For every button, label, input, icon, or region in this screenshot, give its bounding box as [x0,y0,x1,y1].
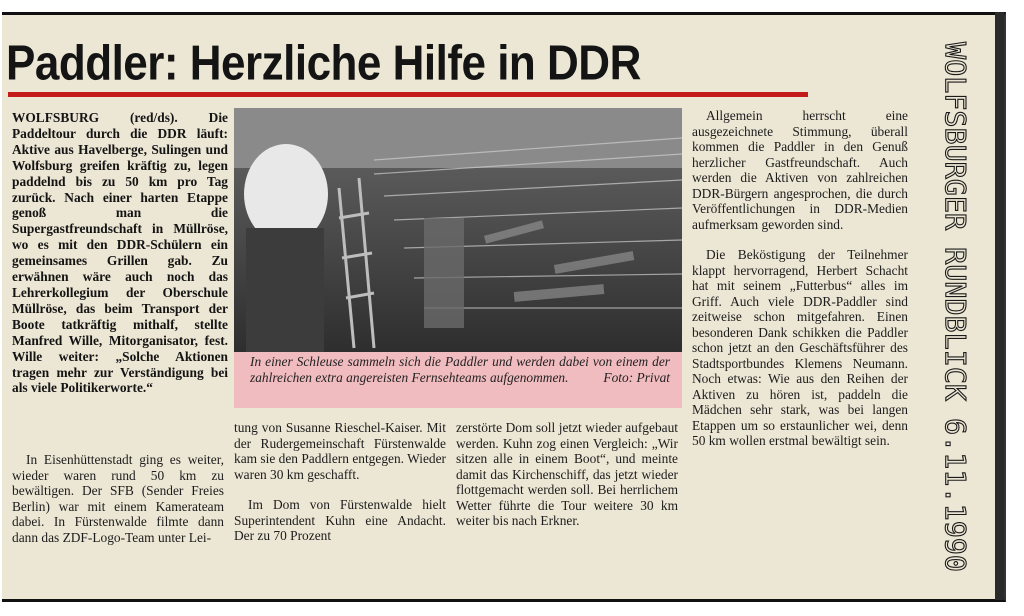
handwritten-note-text: WOLFSBURGER RUNDBLICK 6.11.1990 [939,42,972,565]
photo-caption [250,354,670,385]
column-4 [692,108,908,464]
col1-para-1: In Eisenhüttenstadt ging es weiter, wieder waren rund 50 km zu bewältigen. Der SFB (Sender Freies Berlin) war mit einem Kamerateam dabei. In Fürstenwalde filmte dann dann das ZDF-Logo-Team unter Lei- [12,452,224,545]
lede-text: Die Paddeltour durch die DDR läuft: Aktive aus Havelberge, Sulingen und Wolfsburg greifen kräftig zu, legen paddelnd bis zu 50 km pro Tag zurück. Nach einer harten Etappe genoß man die Supergastfreundschaft in Müllröse, wo es mit den DDR-Schülern ein gemeinsames Grillen gab. Zu erwähnen wäre auch noch das Lehrerkollegium der Oberschule Müllröse, das beim Transport der Boote tatkräftig mithalf, stellte Manfred Wille, Mitorganisator, fest. Wille weiter: „Solche Aktionen tragen mehr zur Verständigung bei als viele Politikerworte.“ [12,110,228,396]
col2-para-2: Im Dom von Fürstenwalde hielt Superintendent Kuhn eine Andacht. Der zu 70 Prozent [234,497,446,543]
headline: Paddler: Herzliche Hilfe in DDR [6,36,641,91]
photo-credit: Foto: Privat [603,369,670,385]
col2-para-1: tung von Susanne Rieschel-Kaiser. Mit der Rudergemeinschaft Fürstenwalde kam sie den Paddlern entgegen. Wieder waren 30 km geschafft. [234,420,446,482]
col4-para-1: Allgemein herrscht eine ausgezeichnete Stimmung, überall kommen die Paddler in den Genuß herzlicher Gastfreundschaft. Auch werden die Aktiven von zahlreichen DDR-Bürgern angesprochen, die durch Veröffentlichungen in DDR-Medien aufmerksam geworden sind. [692,108,908,232]
lock-photo [234,108,682,352]
lede-paragraph [12,110,228,396]
handwritten-note [924,36,984,576]
photo-image [234,108,682,352]
scan-edge [995,12,1004,600]
headline-underline [8,92,808,97]
column-2 [234,420,446,559]
col4-para-2: Die Beköstigung der Teilnehmer klappt hervorragend, Herbert Schacht hat mit seinem „Futterbus“ alles im Griff. Auch viele DDR-Paddler sind zeitweise schon mitgefahren. Einen besonderen Dank schikken die Paddler schon jetzt an den Geschäftsführer des Stadtsportbundes Klemens Neumann. Noch etwas: Wie aus den Reihen der Aktiven zu hören ist, paddeln die Mädchen sehr stark, was bei langen Etappen um so erstaunlicher wei, denn 50 km wollen erstmal bewältigt sein. [692,247,908,448]
dateline: WOLFSBURG (red/ds). [12,110,178,125]
handwritten-note-drawing [924,36,984,576]
column-3 [456,420,678,544]
column-1 [12,452,224,560]
col3-para-1: zerstörte Dom soll jetzt wieder aufgebaut werden. Kuhn zog einen Vergleich: „Wir sitzen alle in einem Boot“, und meinte damit das Kirchenschiff, das jetzt wieder flottgemacht werden soll. Bei herrlichem Wetter führte die Tour weitere 30 km weiter bis nach Erkner. [456,420,678,528]
caption-text: In einer Schleuse sammeln sich die Paddler und werden dabei von einem der zahlreichen extra angereisten Fernsehteams aufgenommen. [250,354,670,385]
